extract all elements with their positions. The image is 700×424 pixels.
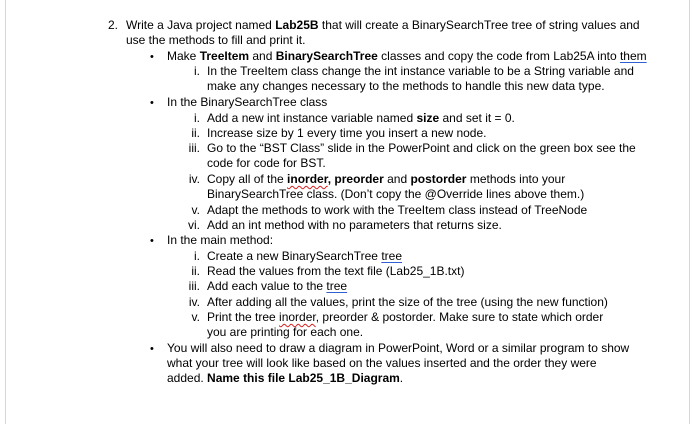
intro-line-2: use the methods to fill and print it. xyxy=(126,33,306,47)
bullet-4-line-1: You will also need to draw a diagram in PowerPoint, Word or a similar program to show xyxy=(167,341,630,355)
b2-i-text: Add a new int instance variable named size and set it = 0. xyxy=(207,111,515,125)
b2-ii-text: Increase size by 1 every time you insert a new node. xyxy=(207,126,487,140)
b3-roman-iii: iii. xyxy=(188,279,200,293)
bullet-2-text: In the BinarySearchTree class xyxy=(167,95,328,109)
b3-ii-text: Read the values from the text file (Lab25_1B.txt) xyxy=(207,264,465,278)
page-border-right xyxy=(689,0,690,424)
b2-roman-iii: iii. xyxy=(188,141,200,155)
bullet-icon: • xyxy=(150,343,154,355)
b2-iii-line-2: code for code for BST. xyxy=(207,156,326,170)
b2-iv-line-1: Copy all of the inorder, preorder and postorder methods into your xyxy=(207,172,566,186)
page-border-left xyxy=(5,0,6,424)
b2-roman-ii: ii. xyxy=(191,126,200,140)
bullet-icon: • xyxy=(150,97,154,109)
b2-iv-line-2: BinarySearchTree class. (Don’t copy the @Override lines above them.) xyxy=(207,187,585,201)
b3-v-line-1: Print the tree inorder, preorder & postorder. Make sure to state which order xyxy=(207,310,604,324)
b1-roman-i: i. xyxy=(194,64,200,78)
intro-line-1: Write a Java project named Lab25B that will create a BinarySearchTree tree of string values and xyxy=(126,18,640,32)
b3-iii-text: Add each value to the tree xyxy=(207,279,348,293)
b2-iii-line-1: Go to the “BST Class” slide in the PowerPoint and click on the green box see the xyxy=(207,141,636,155)
b2-roman-i: i. xyxy=(194,111,200,125)
bullet-icon: • xyxy=(150,51,154,63)
b2-roman-iv: iv. xyxy=(188,172,200,186)
item-number: 2. xyxy=(108,18,119,32)
b3-iv-text: After adding all the values, print the size of the tree (using the new function) xyxy=(207,295,608,309)
b1-i-line-1: In the TreeItem class change the int instance variable to be a String variable and xyxy=(207,64,634,78)
bullet-4-line-3: added. Name this file Lab25_1B_Diagram. xyxy=(167,371,404,385)
b2-roman-vi: vi. xyxy=(188,218,200,232)
b3-roman-v: v. xyxy=(191,310,200,324)
bullet-4-line-2: what your tree will look like based on the values inserted and the order they were xyxy=(167,356,597,370)
b3-roman-ii: ii. xyxy=(191,264,200,278)
b3-roman-i: i. xyxy=(194,249,200,263)
b3-roman-iv: iv. xyxy=(188,295,200,309)
b2-v-text: Adapt the methods to work with the TreeItem class instead of TreeNode xyxy=(207,203,588,217)
b2-roman-v: v. xyxy=(191,203,200,217)
bullet-3-text: In the main method: xyxy=(167,233,274,247)
b1-i-line-2: make any changes necessary to the methods to handle this new data type. xyxy=(207,79,605,93)
b3-i-text: Create a new BinarySearchTree tree xyxy=(207,249,402,263)
bullet-icon: • xyxy=(150,235,154,247)
b3-v-line-2: you are printing for each one. xyxy=(207,325,364,339)
bullet-1-text: Make TreeItem and BinarySearchTree classes and copy the code from Lab25A into them xyxy=(167,49,647,63)
b2-vi-text: Add an int method with no parameters that returns size. xyxy=(207,218,502,232)
